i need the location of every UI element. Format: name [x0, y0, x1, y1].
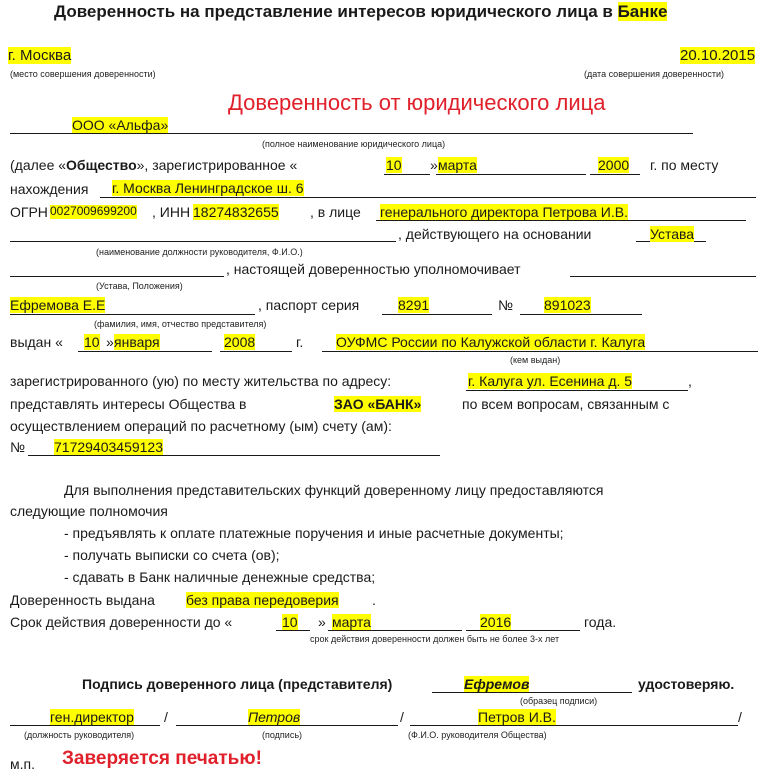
stamp-note: Заверяется печатью!	[62, 748, 262, 769]
rep-name: Ефремова Е.Е	[10, 297, 106, 313]
sig-value: Ефремов	[464, 676, 530, 692]
validity-label: Срок действия доверенности до «	[10, 614, 233, 630]
reg-addr-comma: ,	[688, 373, 692, 389]
city-caption: (место совершения доверенности)	[10, 69, 156, 79]
address-underline	[100, 197, 756, 198]
ogrn: 0027009699200	[50, 204, 137, 218]
valid-g: года.	[584, 614, 617, 630]
issued-with: без права передоверия	[186, 592, 339, 608]
reg-day: 10	[386, 157, 402, 173]
series-underline	[382, 314, 492, 315]
account: 71729403459123	[54, 439, 164, 455]
reg-month-underline	[436, 174, 586, 175]
no-label: №	[498, 297, 514, 313]
passport-no: 891023	[544, 297, 591, 313]
issued-day: 10	[84, 334, 100, 350]
powers-intro: Для выполнения представительских функций доверенному лицу предоставляются	[64, 482, 604, 498]
director: генерального директора Петрова И.В.	[380, 204, 628, 220]
bank-name: ЗАО «БАНК»	[334, 396, 422, 412]
reg-day-close: »	[430, 157, 438, 173]
issued-label: выдан «	[10, 334, 63, 350]
sig-certify: удостоверяю.	[638, 676, 735, 692]
head-pos-caption: (должность руководителя)	[24, 730, 135, 740]
issued-g: г.	[296, 334, 304, 350]
passport-label: , паспорт серия	[258, 297, 360, 313]
head-pos-underline	[10, 725, 160, 726]
document-title	[54, 2, 667, 22]
red-heading: Доверенность от юридического лица	[228, 90, 606, 115]
line5-tail-underline	[570, 276, 756, 277]
ogrn-label: ОГРН	[10, 204, 48, 220]
valid-day: 10	[282, 614, 298, 630]
passport-no-underline	[520, 314, 642, 315]
org-name-underline	[10, 133, 693, 134]
reg-day-underline	[384, 174, 430, 175]
acting-label: , действующего на основании	[398, 226, 592, 242]
valid-day-underline	[276, 630, 310, 631]
head-position: ген.директор	[50, 709, 134, 725]
powers-intro-2: следующие полномочия	[10, 503, 168, 519]
sig-caption: (образец подписи)	[520, 696, 598, 706]
inn-label: , ИНН	[152, 204, 191, 220]
head-name-underline	[410, 725, 738, 726]
sig-underline	[432, 692, 632, 693]
reg-addr-underline	[466, 390, 688, 391]
location-label: нахождения	[10, 181, 89, 197]
valid-year-underline	[466, 630, 580, 631]
slash-2: /	[400, 709, 404, 725]
power-item: - сдавать в Банк наличные денежные средства;	[64, 569, 376, 585]
head-sign-caption: (подпись)	[262, 730, 303, 740]
issued-year-underline	[220, 351, 292, 352]
issued-caption: (кем выдан)	[510, 355, 561, 365]
reg-addr: г. Калуга ул. Есенина д. 5	[468, 373, 633, 389]
org-caption: (полное наименование юридического лица)	[262, 139, 446, 149]
authorizes-label: , настоящей доверенностью уполномочивает	[226, 261, 521, 277]
issued-with-label: Доверенность выдана	[10, 592, 155, 608]
rep-caption: (фамилия, имя, отчество представителя)	[94, 319, 267, 329]
issued-day-close: »	[106, 334, 114, 350]
line5-underline	[10, 276, 224, 277]
slash-3: /	[738, 709, 742, 725]
line4-underline	[10, 241, 396, 242]
valid-month-underline	[328, 630, 462, 631]
represent-tail: по всем вопросам, связанным с	[462, 396, 670, 412]
issued-year: 2008	[224, 334, 256, 350]
reg-month: марта	[438, 157, 477, 173]
operations-label: осуществлением операций по расчетному (ым) счету (ам):	[10, 418, 392, 434]
head-sign-underline	[176, 725, 398, 726]
sig-label: Подпись доверенного лица (представителя)	[82, 676, 393, 692]
issued-by-underline	[322, 351, 758, 352]
issued-day-underline	[78, 351, 112, 352]
valid-close: »	[318, 614, 326, 630]
power-item: - предъявлять к оплате платежные поручения и иные расчетные документы;	[64, 525, 564, 541]
reg-addr-label: зарегистрированного (ую) по месту жительства по адресу:	[10, 373, 392, 389]
account-underline	[28, 455, 440, 456]
director-underline	[376, 220, 746, 221]
org-name: ООО «Альфа»	[72, 117, 169, 133]
power-item: - получать выписки со счета (ов);	[64, 547, 280, 563]
valid-year: 2016	[480, 614, 512, 630]
line5-caption: (Устава, Положения)	[96, 281, 183, 291]
rep-underline	[10, 314, 255, 315]
date-value: 20.10.2015	[680, 47, 756, 64]
slash-1: /	[164, 709, 168, 725]
date-caption: (дата совершения доверенности)	[584, 69, 725, 79]
issued-by: ОУФМС России по Калужской области г. Калуга	[336, 334, 646, 350]
head-name: Петров И.В.	[478, 709, 556, 725]
represent-label: представлять интересы Общества в	[10, 396, 247, 412]
inn: 18274832655	[193, 204, 279, 220]
basis: Устава	[650, 226, 695, 242]
validity-caption: срок действия доверенности должен быть не более 3-х лет	[310, 634, 560, 644]
line-registered: (далее «Общество», зарегистрированное «	[10, 157, 298, 173]
title-prefix: Доверенность на представление интересов юридического лица в	[54, 2, 618, 21]
address: г. Москва Ленинградское ш. 6	[112, 180, 304, 196]
valid-month: марта	[332, 614, 371, 630]
head-sign: Петров	[248, 709, 301, 725]
reg-year-underline	[590, 174, 640, 175]
mp-label: м.п.	[10, 756, 35, 772]
in-person-label: , в лице	[310, 204, 361, 220]
reg-year: 2000	[598, 157, 630, 173]
line1-tail: г. по месту	[650, 157, 719, 173]
title-bank: Банке	[617, 2, 668, 21]
issued-with-dot: .	[372, 592, 376, 608]
head-name-caption: (Ф.И.О. руководителя Общества)	[408, 730, 547, 740]
line4-caption: (наименование должности руководителя, Ф.И.О.)	[96, 247, 303, 257]
account-label: №	[10, 439, 26, 455]
issued-month: января	[114, 334, 160, 350]
issued-month-underline	[112, 351, 212, 352]
passport-series: 8291	[398, 297, 430, 313]
city-value: г. Москва	[8, 47, 72, 64]
